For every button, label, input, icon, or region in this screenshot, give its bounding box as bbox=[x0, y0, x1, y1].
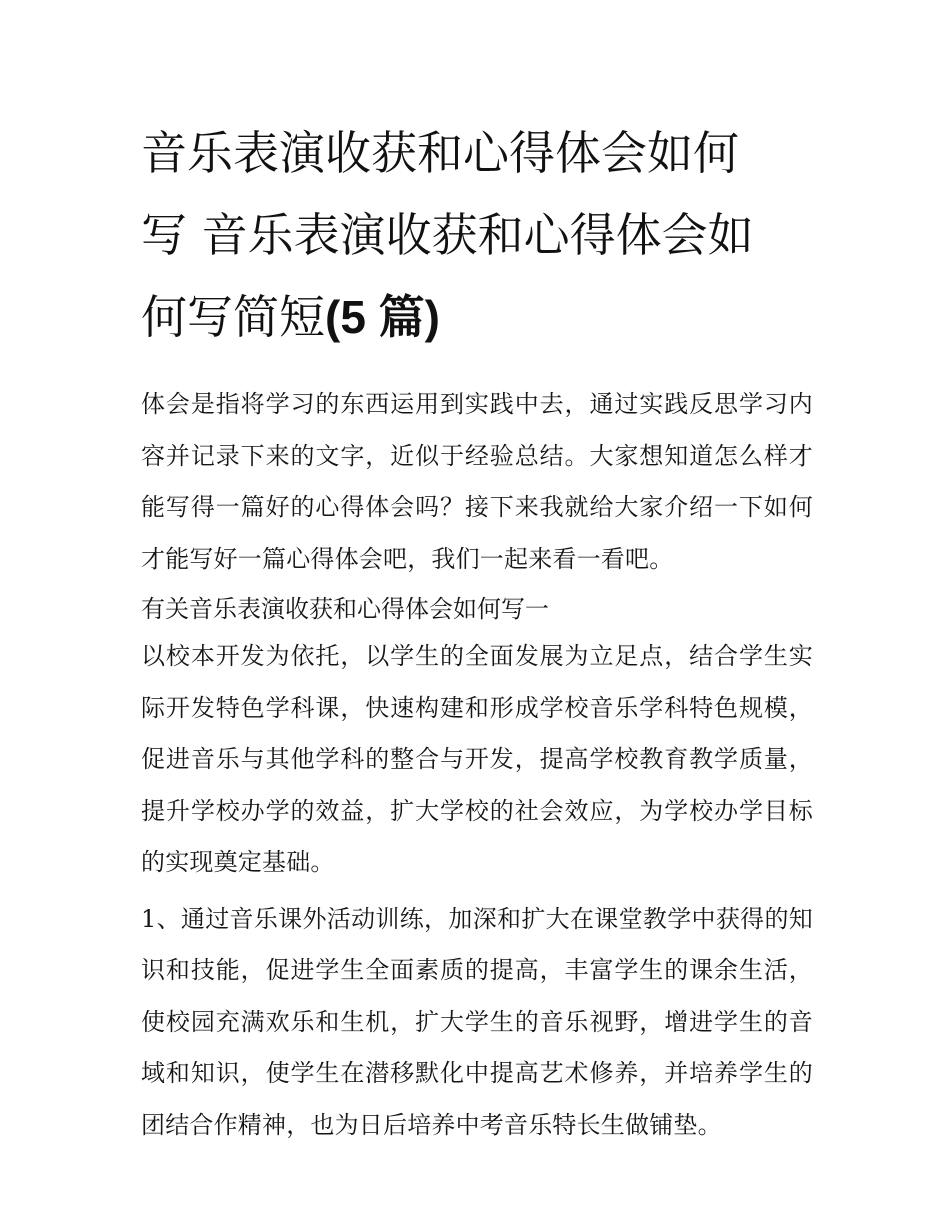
document-content bbox=[141, 112, 813, 1151]
body-paragraph-1: 以校本开发为依托，以学生的全面发展为立足点，结合学生实际开发特色学科课，快速构建和形成学校音乐学科特色规模，促进音乐与其他学科的整合与开发，提高学校教育教学质量，提升学校办学的效益，扩大学校的社会效应，为学校办学目标的实现奠定基础。 bbox=[141, 642, 813, 876]
title-line-2: 写 音乐表演收获和心得体会如 bbox=[141, 208, 754, 262]
title-line-3 bbox=[141, 276, 813, 358]
title-line-1: 音乐表演收获和心得体会如何 bbox=[141, 126, 739, 180]
section-heading: 有关音乐表演收获和心得体会如何写一 bbox=[141, 595, 549, 623]
numbered-point-1: 1、通过音乐课外活动训练，加深和扩大在课堂教学中获得的知识和技能，促进学生全面素质的提高，丰富学生的课余生活，使校园充满欢乐和生机，扩大学生的音乐视野，增进学生的音域和知识，使学生在潜移默化中提高艺术修养，并培养学生的团结合作精神，也为日后培养中考音乐特长生做铺垫。 bbox=[141, 904, 813, 1139]
document-title bbox=[141, 112, 813, 358]
title-line-3-prefix: 何写简短 bbox=[141, 290, 325, 344]
intro-paragraph: 体会是指将学习的东西运用到实践中去，通过实践反思学习内容并记录下来的文字，近似于经验总结。大家想知道怎么样才能写得一篇好的心得体会吗？接下来我就给大家介绍一下如何才能写好一篇心得体会吧，我们一起来看一看吧。 bbox=[141, 390, 813, 573]
title-line-3-suffix: (5 篇) bbox=[325, 291, 440, 343]
